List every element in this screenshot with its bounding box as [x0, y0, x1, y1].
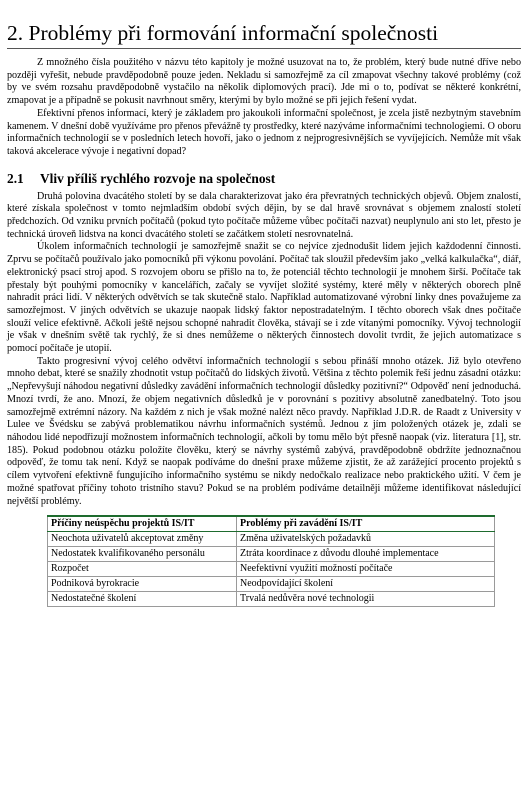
- table-cell: Trvalá nedůvěra nové technologii: [237, 592, 495, 607]
- table-cell: Neodpovídající školení: [237, 577, 495, 592]
- table-cell: Podniková byrokracie: [48, 577, 237, 592]
- table-row: [48, 592, 495, 607]
- table-row: [48, 547, 495, 562]
- table-row: [48, 562, 495, 577]
- section-paragraph-2: Úkolem informačních technologií je samozřejmě snažit se co nejvíce zjednodušit lidem jejich každodenní činnosti. Zprvu se počítačů používalo jako pomocníků při výkonu povolání. Počítač tak sloužil především jako „velká kalkulačka“, diář, elektronický psací stroj apod. S rozvojem oboru se přišlo na to, že potenciál těchto technologií je mnohem širší. Počítače tak přestaly být pouhými pomocníky v kancelářích, začaly se vyvíjet složité systémy, které měly v některých oborech plně nahradit práci lidí. V některých odvětvích se tak skutečně stalo. Například automatizované výrobní linky dnes považujeme za samozřejmost. V jiných odvětvích se ukazuje naopak lidský faktor nepostradatelným. I těchto oborech však dnes počítače slouží velice efektivně. Ačkoli ještě nejsou schopné nahradit člověka, stávají se i zde vítanými pomocníky. Vývoj technologií je však v dnešním světě tak rychlý, že si dnes nemůžeme o některých činnostech dovolit tvrdit, že jejich automatizace s pomocí počítače je utopií.: [7, 241, 521, 355]
- chapter-paragraph-2: Efektivní přenos informací, který je základem pro jakoukoli informační společnost, je zcela jistě nezbytným stavebním kamenem. V dnešní době využíváme pro přenos převážně ty prostředky, které nazýváme informačními technologiemi. O oboru informačních technologií se v posledních letech hovoří, jako o jednom z nejprogresivnějších se vyvíjejících. Nemůže mít však taková akcelerace vývoje i negativní dopad?: [7, 107, 521, 157]
- table-header-row: [48, 516, 495, 532]
- table-cell: Nedostatečné školení: [48, 592, 237, 607]
- table-cell: Rozpočet: [48, 562, 237, 577]
- table-cell: Neochota uživatelů akceptovat změny: [48, 532, 237, 547]
- table-cell: Neefektivní využití možností počítače: [237, 562, 495, 577]
- table-cell: Změna uživatelských požadavků: [237, 532, 495, 547]
- section-paragraph-3: Takto progresivní vývoj celého odvětví informačních technologií s sebou přináší mnoho otázek. Již bylo otevřeno mnoho debat, které se snažily zhodnotit vstup počítačů do lidských životů. Většina z těchto polemik řeší jednu zásadní otázku: „Nepřevyšují náhodou negativní důsledky zavádění informačních technologií důsledky pozitivní?“ Odpověď není jednoduchá. Mnozí tvrdí, že ano. Mnozí, že objem negativních důsledků je v porovnání s pozitivy absolutně zanedbatelný. Toto jsou samozřejmě extrémní názory. Na každém z nich je však možné nalézt něco pravdy. Například J.D.R. de Raadt z University v Lulee ve Švédsku se zabývá problematikou návrhu informačních systémů. Jednou z jím položených otázek je, zdali se náhodou lidé nepodřizují možnostem informačních technologií, ačkoli by tomu mělo být přesně naopak (viz. literatura [1], str. 185). Pokud podobnou otázku položíte člověku, který se návrhy systémů zabývá, pravděpodobně obdržíte jednoznačnou odpověď, že tomu tak není. Když se naopak podíváme do dnešní praxe můžeme zjistit, že až zarážející procento projektů s cílem vytvoření efektivně fungujícího informačního systému se nikdy nedočkalo realizace nebo praktického užití. V čem je možné spatřovat příčiny tohoto tristního stavu? Pokud se na problém podíváme detailněji můžeme identifikovat následující největší problémy.: [7, 355, 521, 507]
- chapter-title: 2. Problémy při formování informační společnosti: [7, 20, 521, 49]
- table-header-causes: Příčiny neúspěchu projektů IS/IT: [48, 516, 237, 532]
- table-row: [48, 532, 495, 547]
- table-cell: Nedostatek kvalifikovaného personálu: [48, 547, 237, 562]
- section-paragraph-1: Druhá polovina dvacátého století by se dala charakterizovat jako éra převratných technických objevů. Objem znalostí, které získala společnost v tomto nejmladším období svých dějin, by se dal hravě srovnávat s objemem znalostí století předchozích. Od vzniku prvních počítačů (pokud tyto počítače můžeme vůbec počítači nazvat) neuplynulo ani sto let, přesto je technická úroveň lidstva na konci dvacátého století se začátkem století nesrovnatelná.: [7, 190, 521, 240]
- chapter-paragraph-1: Z množného čísla použitého v názvu této kapitoly je možné usuzovat na to, že problém, který bude nutné dříve nebo později vyřešit, nebude pravděpodobně pouze jeden. Nekladu si samozřejmě za cíl zmapovat všechny takové problémy (což by ve svém rozsahu pravděpodobně vystačilo na několik diplomových prací). Jde mi o to, podívat se některé konkrétní, zmapovat je a případně se pokusit navrhnout směry, kterými by bylo možné se při jejich řešení vydat.: [7, 57, 521, 107]
- section-number: 2.1: [7, 170, 24, 186]
- table-cell: Ztráta koordinace z důvodu dlouhé implementace: [237, 547, 495, 562]
- section-heading: [7, 170, 521, 187]
- table-row: [48, 577, 495, 592]
- causes-table: [47, 515, 495, 607]
- section-title: Vliv příliš rychlého rozvoje na společnost: [40, 170, 276, 186]
- table-header-problems: Problémy při zavádění IS/IT: [237, 516, 495, 532]
